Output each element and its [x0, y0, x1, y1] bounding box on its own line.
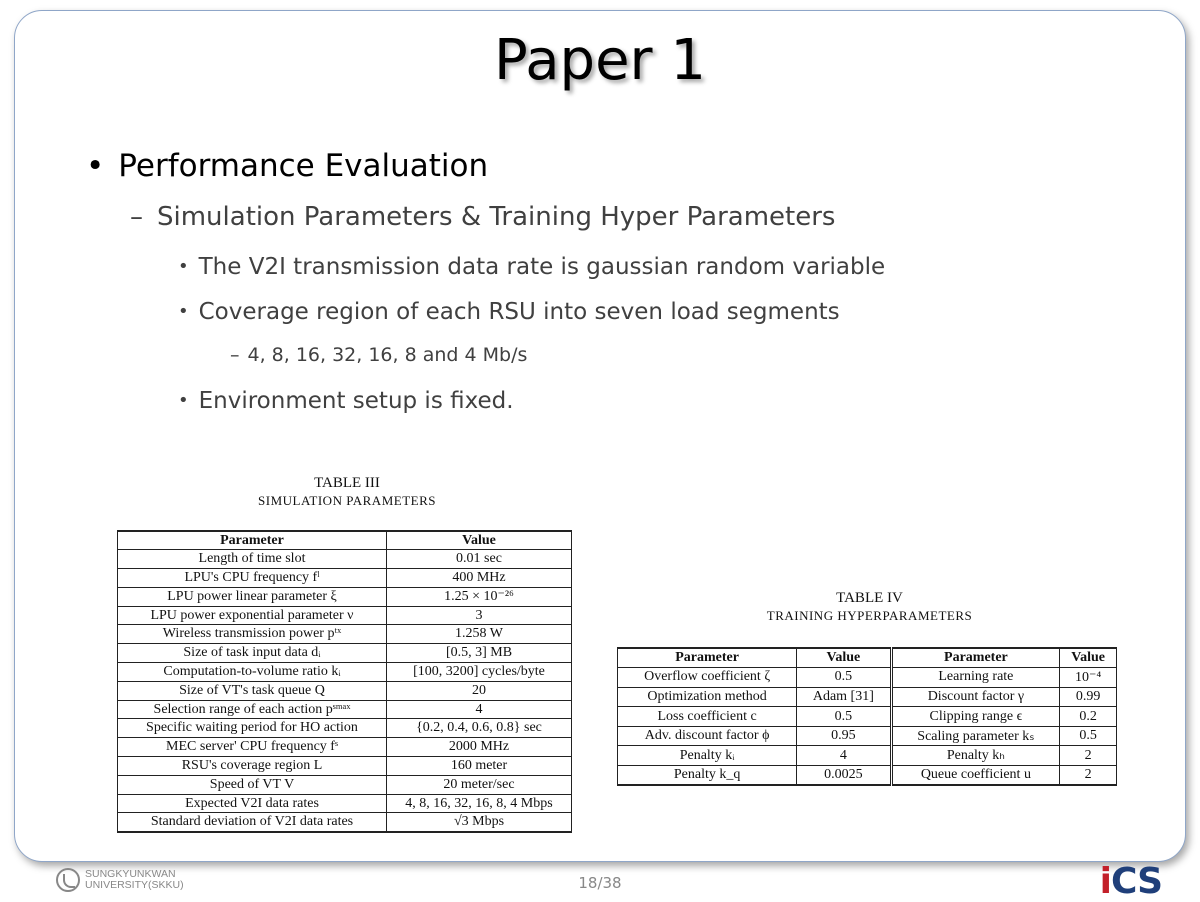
- table-cell: Penalty kₕ: [891, 746, 1060, 766]
- table-cell: Penalty kᵢ: [618, 746, 797, 766]
- table-row: [618, 766, 1117, 786]
- table-cell: 10⁻⁴: [1060, 668, 1117, 688]
- table3-caption-title: SIMULATION PARAMETERS: [258, 493, 436, 508]
- table-cell: RSU's coverage region L: [118, 757, 387, 776]
- table-row: [118, 569, 572, 588]
- table-cell: LPU power linear parameter ξ: [118, 587, 387, 606]
- table-cell: Loss coefficient c: [618, 707, 797, 727]
- table-cell: 4, 8, 16, 32, 16, 8, 4 Mbps: [387, 794, 572, 813]
- table-cell: Size of VT's task queue Q: [118, 681, 387, 700]
- table-cell: Optimization method: [618, 687, 797, 707]
- table-cell: LPU's CPU frequency fˡ: [118, 569, 387, 588]
- dash-icon: –: [230, 344, 240, 366]
- table-row: [118, 794, 572, 813]
- table-cell: Queue coefficient u: [891, 766, 1060, 786]
- table-cell: 4: [387, 700, 572, 719]
- bullet-dot-icon: •: [178, 256, 189, 277]
- table-cell: Penalty k_q: [618, 766, 797, 786]
- simulation-parameters-table: [117, 530, 572, 833]
- table-row: [618, 707, 1117, 727]
- table-cell: 1.25 × 10⁻²⁶: [387, 587, 572, 606]
- table-row: [118, 587, 572, 606]
- bullet-dot-icon: •: [178, 301, 189, 322]
- table-row: [118, 625, 572, 644]
- bullet-level1: [86, 148, 488, 184]
- table-cell: Learning rate: [891, 668, 1060, 688]
- table-row: [618, 746, 1117, 766]
- table-row: [118, 550, 572, 569]
- skku-name: SUNGKYUNKWAN: [85, 868, 176, 880]
- table-cell: 0.5: [797, 707, 891, 727]
- bullet-level3: [178, 299, 840, 325]
- column-header: Value: [1060, 648, 1117, 668]
- bullet-level2: [130, 202, 835, 232]
- table-cell: 0.95: [797, 726, 891, 746]
- table-cell: 4: [797, 746, 891, 766]
- table-cell: Speed of VT V: [118, 775, 387, 794]
- column-header: Parameter: [618, 648, 797, 668]
- bullet-level3: [178, 388, 514, 414]
- slide-title: Paper 1: [493, 28, 707, 93]
- table-cell: Computation-to-volume ratio kᵢ: [118, 663, 387, 682]
- column-header: Value: [797, 648, 891, 668]
- table-cell: Scaling parameter kₛ: [891, 726, 1060, 746]
- bullet-level3-text: Environment setup is fixed.: [198, 388, 514, 414]
- table-cell: Discount factor γ: [891, 687, 1060, 707]
- table-cell: Length of time slot: [118, 550, 387, 569]
- table-cell: 400 MHz: [387, 569, 572, 588]
- column-header: Parameter: [891, 648, 1060, 668]
- bullet-level3-text: Coverage region of each RSU into seven load segments: [198, 299, 840, 325]
- table-cell: 160 meter: [387, 757, 572, 776]
- table-header-row: [118, 531, 572, 550]
- table-cell: 20 meter/sec: [387, 775, 572, 794]
- bullet-dot-icon: •: [178, 390, 189, 411]
- table-row: [118, 813, 572, 832]
- table-cell: Standard deviation of V2I data rates: [118, 813, 387, 832]
- table-cell: 20: [387, 681, 572, 700]
- table3-caption-number: TABLE III: [314, 475, 380, 491]
- table-cell: 0.99: [1060, 687, 1117, 707]
- table-cell: 0.0025: [797, 766, 891, 786]
- table-row: [118, 738, 572, 757]
- table-cell: 0.5: [797, 668, 891, 688]
- table-row: [118, 719, 572, 738]
- table-row: [118, 606, 572, 625]
- table-row: [618, 687, 1117, 707]
- bullet-level3: [178, 254, 885, 280]
- table-header-row: [618, 648, 1117, 668]
- table4-caption-title: TRAINING HYPERPARAMETERS: [766, 608, 973, 623]
- table-row: [118, 757, 572, 776]
- table-cell: {0.2, 0.4, 0.6, 0.8} sec: [387, 719, 572, 738]
- table-cell: Expected V2I data rates: [118, 794, 387, 813]
- column-header: Value: [387, 531, 572, 550]
- table-cell: 0.2: [1060, 707, 1117, 727]
- table-cell: Selection range of each action pˢᵐᵃˣ: [118, 700, 387, 719]
- bullet-level4-text: 4, 8, 16, 32, 16, 8 and 4 Mb/s: [247, 344, 528, 366]
- table-row: [618, 726, 1117, 746]
- table-cell: 2: [1060, 746, 1117, 766]
- ics-logo-i: i: [1099, 861, 1111, 902]
- table-cell: Wireless transmission power pᵗˣ: [118, 625, 387, 644]
- table-cell: 1.258 W: [387, 625, 572, 644]
- bullet-level1-text: Performance Evaluation: [118, 148, 489, 184]
- table-cell: Clipping range ϵ: [891, 707, 1060, 727]
- table-cell: 2000 MHz: [387, 738, 572, 757]
- column-header: Parameter: [118, 531, 387, 550]
- table-cell: √3 Mbps: [387, 813, 572, 832]
- table-cell: 0.5: [1060, 726, 1117, 746]
- table-cell: LPU power exponential parameter ν: [118, 606, 387, 625]
- ics-logo: [1100, 862, 1162, 902]
- table4-caption-number: TABLE IV: [836, 590, 903, 606]
- table-cell: MEC server' CPU frequency fˢ: [118, 738, 387, 757]
- table-cell: 3: [387, 606, 572, 625]
- table-cell: Overflow coefficient ζ: [618, 668, 797, 688]
- table-cell: [0.5, 3] MB: [387, 644, 572, 663]
- table-cell: Size of task input data dᵢ: [118, 644, 387, 663]
- dash-icon: –: [130, 202, 143, 232]
- page-number: 18/38: [578, 874, 622, 892]
- bullet-dot-icon: •: [86, 148, 105, 184]
- table-row: [118, 775, 572, 794]
- table-cell: Specific waiting period for HO action: [118, 719, 387, 738]
- table-row: [118, 700, 572, 719]
- table-row: [618, 668, 1117, 688]
- bullet-level2-text: Simulation Parameters & Training Hyper Parameters: [157, 202, 836, 232]
- table-row: [118, 644, 572, 663]
- skku-name-2: UNIVERSITY(SKKU): [85, 879, 184, 891]
- table4-caption: [617, 589, 1122, 625]
- table-cell: 2: [1060, 766, 1117, 786]
- table-cell: Adv. discount factor ϕ: [618, 726, 797, 746]
- table3-caption: [117, 474, 577, 510]
- table-cell: Adam [31]: [797, 687, 891, 707]
- training-hyperparameters-table: [617, 647, 1117, 786]
- table-cell: [100, 3200] cycles/byte: [387, 663, 572, 682]
- ics-logo-cs: CS: [1110, 861, 1162, 902]
- table-row: [118, 681, 572, 700]
- bullet-level3-text: The V2I transmission data rate is gaussian random variable: [198, 254, 886, 280]
- table-cell: 0.01 sec: [387, 550, 572, 569]
- table-row: [118, 663, 572, 682]
- bullet-level4: [230, 344, 527, 366]
